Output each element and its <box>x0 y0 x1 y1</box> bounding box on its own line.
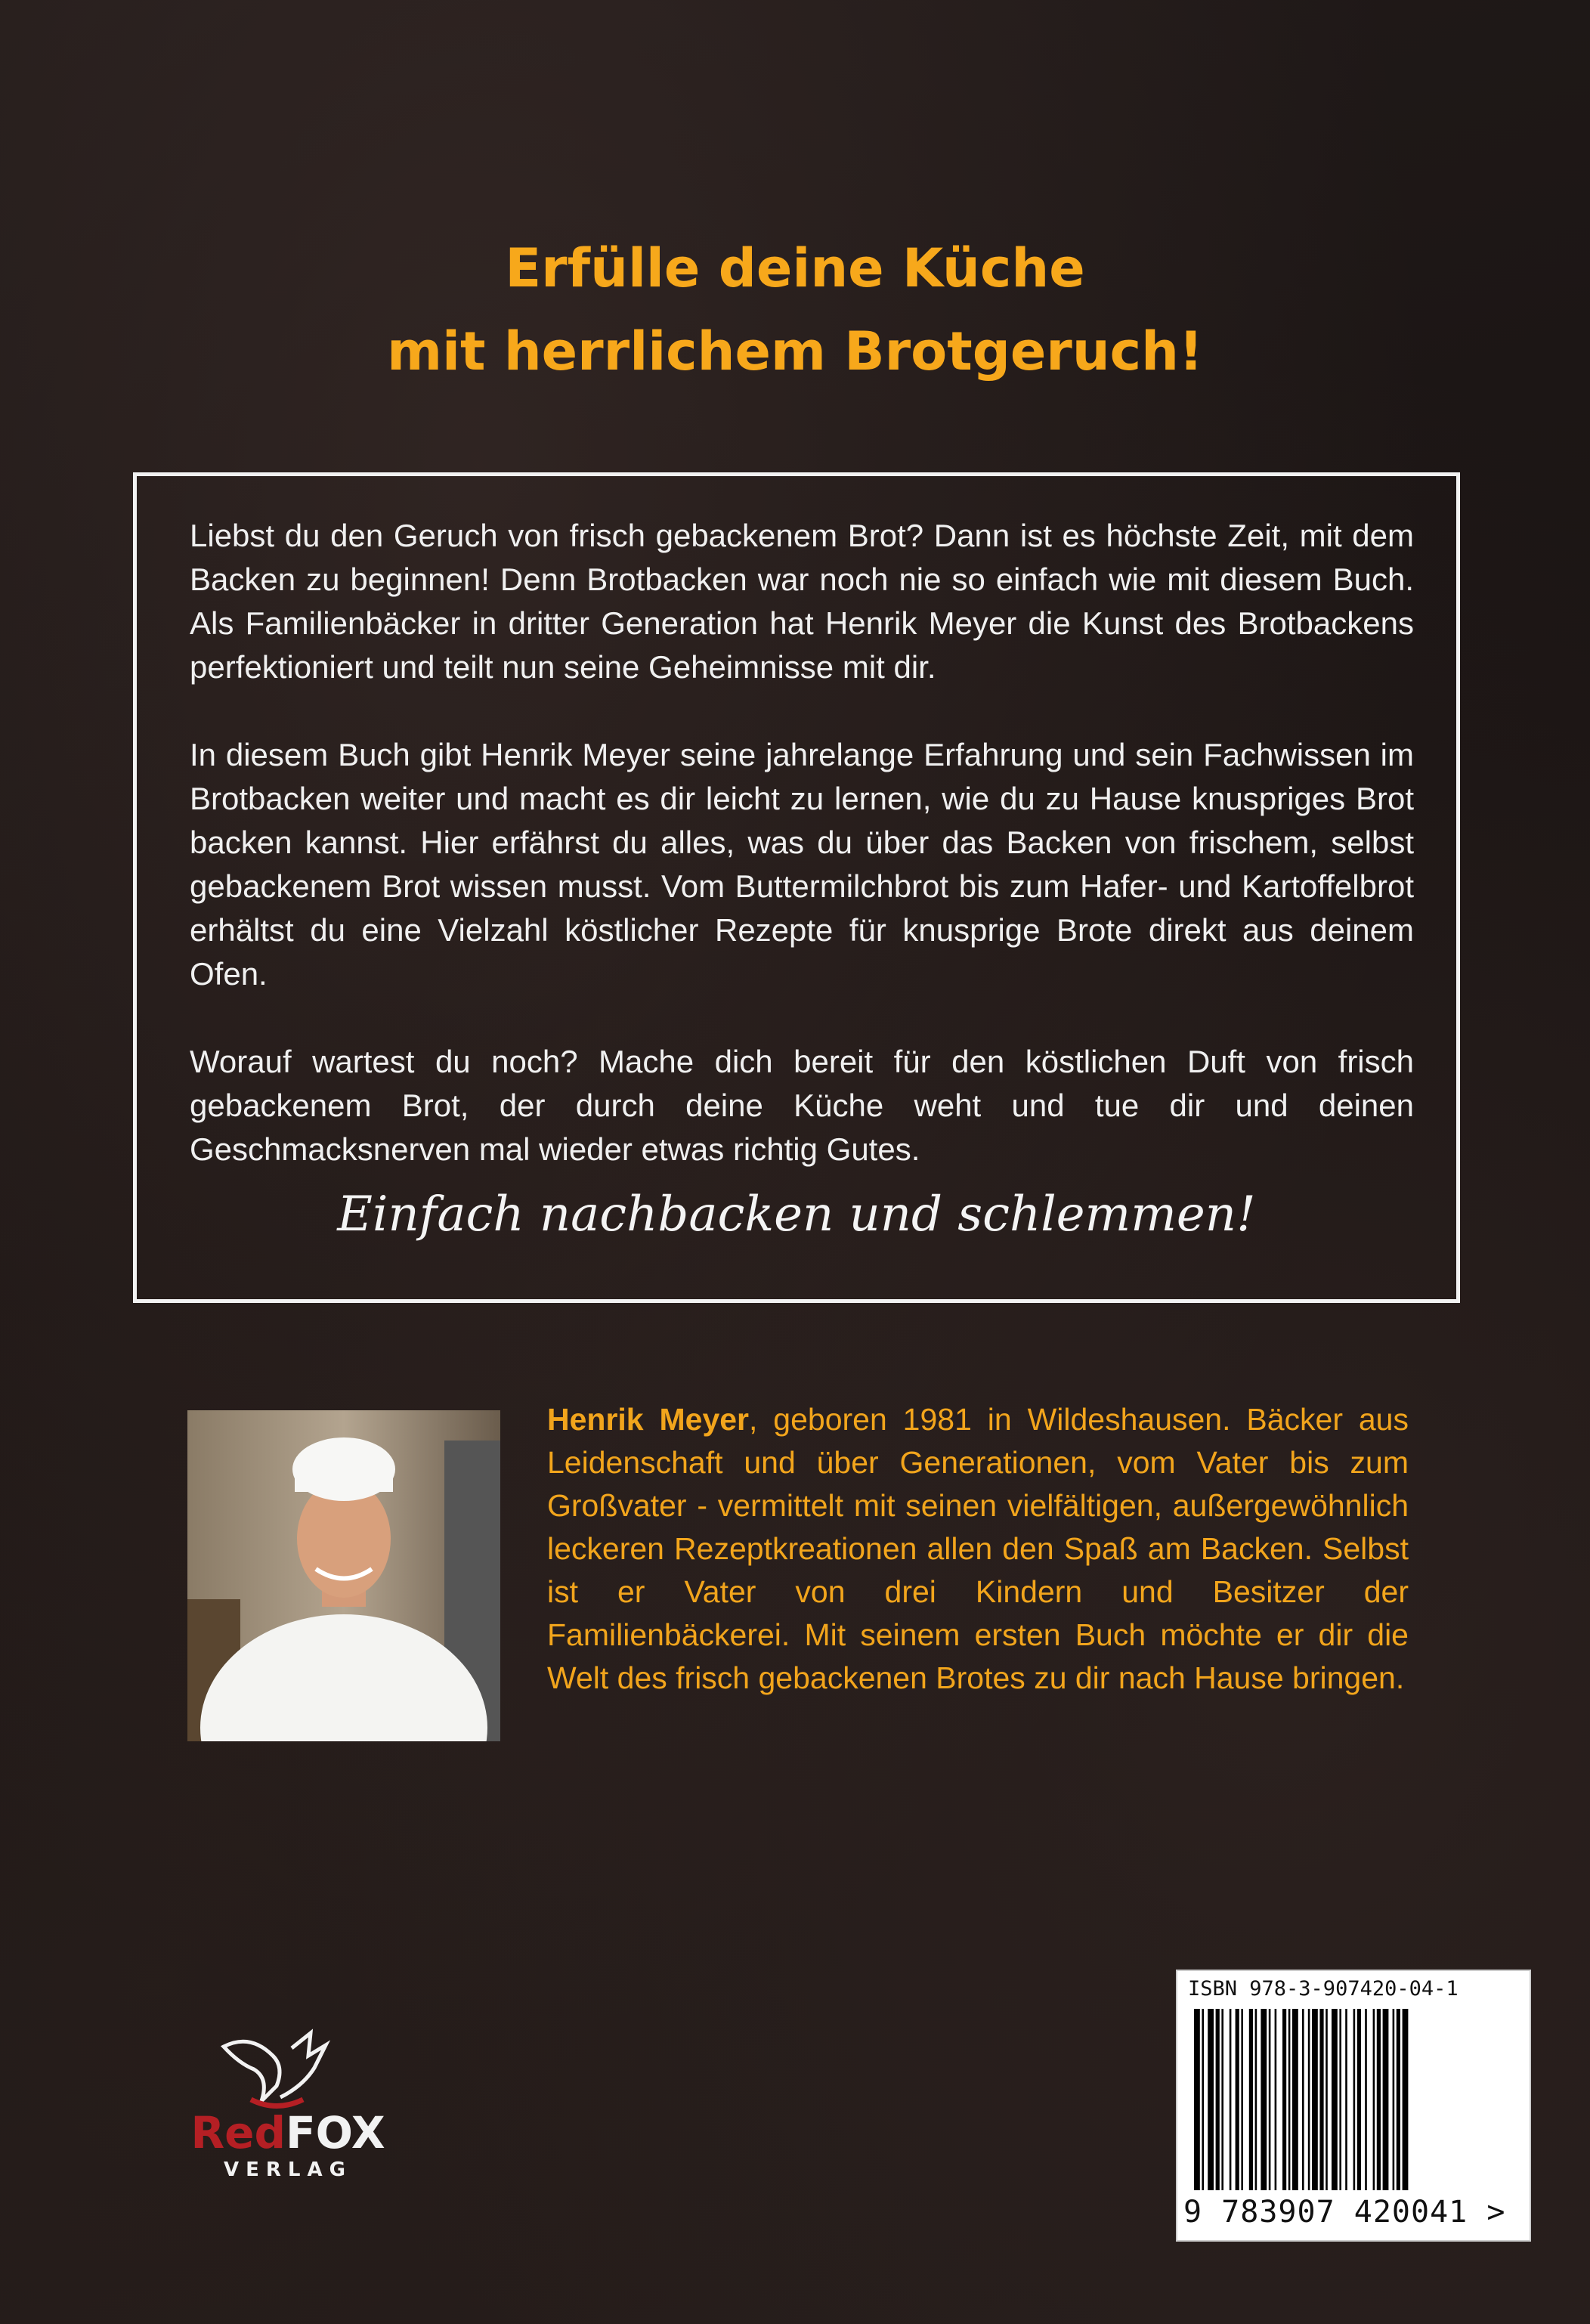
barcode-bar <box>1393 2009 1395 2190</box>
barcode-bar <box>1403 2009 1409 2190</box>
tagline: Einfach nachbacken und schlemmen! <box>337 1187 1256 1242</box>
barcode-bar <box>1365 2009 1367 2190</box>
isbn-label: ISBN 978-3-907420-04-1 <box>1188 1977 1459 2001</box>
author-bio-text: , geboren 1981 in Wildeshausen. Bäcker aus Leidenschaft und über Generationen, vom Vater bis zum Großvater - vermittelt mit seinen vielfältigen, außergewöhnlich leckeren Rezeptkreationen allen den Spaß am Backen. Selbst ist er Vater von drei Kindern und Besitzer der Familienbäckerei. Mit seinem ersten Buch möchte er dir die Welt des frisch gebackenen Brotes zu dir nach Hause bringen. <box>547 1402 1409 1695</box>
publisher-logo <box>178 2025 398 2192</box>
barcode-bar <box>1241 2009 1243 2190</box>
headline <box>0 227 1590 393</box>
barcode-bar <box>1269 2009 1271 2190</box>
isbn-barcode <box>1176 1970 1531 2242</box>
blurb-paragraph-2: In diesem Buch gibt Henrik Meyer seine jahrelange Erfahrung und sein Fachwissen im Brotbacken weiter und macht es dir leicht zu lernen, wie du zu Hause knuspriges Brot backen kannst. Hier erfährst du alles, was du über das Backen von frischem, selbst gebackenem Brot wissen musst. Vom Buttermilchbrot bis zum Hafer- und Kartoffelbrot erhältst du eine Vielzahl köstlicher Rezepte für knusprige Brote direkt aus deinem Ofen. <box>190 737 1414 992</box>
fox-logo-icon <box>178 2025 398 2116</box>
barcode-bar <box>1312 2009 1318 2190</box>
blurb-text <box>190 514 1414 1215</box>
blurb-box <box>133 472 1460 1303</box>
barcode-bar <box>1249 2009 1253 2190</box>
barcode-bar <box>1221 2009 1223 2190</box>
barcode-bar <box>1236 2009 1239 2190</box>
barcode-bars-icon <box>1194 2009 1496 2190</box>
blurb-paragraph-3: Worauf wartest du noch? Mache dich bereit für den köstlichen Duft von frisch gebackenem Brot, der durch deine Küche weht und tue dir und deinen Geschmacksnerven mal wieder etwas richtig Gutes. <box>190 1044 1414 1167</box>
barcode-bar <box>1332 2009 1338 2190</box>
barcode-bar <box>1373 2009 1375 2190</box>
barcode-bar <box>1216 2009 1220 2190</box>
barcode-bar <box>1319 2009 1323 2190</box>
logo-subtitle: VERLAG <box>224 2158 352 2181</box>
headline-line-2: mit herrlichem Brotgeruch! <box>387 320 1203 382</box>
author-bio <box>547 1398 1409 1700</box>
barcode-bar <box>1261 2009 1267 2190</box>
author-photo <box>187 1410 500 1741</box>
barcode-bar <box>1255 2009 1257 2190</box>
barcode-bar <box>1308 2009 1310 2190</box>
barcode-bar <box>1202 2009 1204 2190</box>
headline-line-1: Erfülle deine Küche <box>505 237 1085 299</box>
logo-red-part: Red <box>190 2107 286 2158</box>
barcode-bar <box>1377 2009 1381 2190</box>
barcode-bar <box>1288 2009 1291 2190</box>
barcode-bar <box>1339 2009 1341 2190</box>
logo-white-part: FOX <box>285 2107 385 2158</box>
barcode-bar <box>1353 2009 1356 2190</box>
blurb-paragraph-1: Liebst du den Geruch von frisch gebackenem Brot? Dann ist es höchste Zeit, mit dem Backen zu beginnen! Denn Brotbacken war noch nie so einfach wie mit diesem Buch. Als Familienbäcker in dritter Generation hat Henrik Meyer die Kunst des Brotbackens perfektioniert und teilt nun seine Geheimnisse mit dir. <box>190 518 1414 685</box>
barcode-bar <box>1397 2009 1400 2190</box>
barcode-bar <box>1230 2009 1232 2190</box>
barcode-bar <box>1208 2009 1214 2190</box>
barcode-bar <box>1357 2009 1361 2190</box>
barcode-bar <box>1282 2009 1286 2190</box>
chef-portrait-icon <box>187 1410 500 1741</box>
barcode-bar <box>1292 2009 1298 2190</box>
barcode-bar <box>1383 2009 1389 2190</box>
barcode-bar <box>1194 2009 1200 2190</box>
logo-wordmark <box>178 2107 398 2158</box>
isbn-digits: 9 783907 420041 > <box>1183 2195 1506 2230</box>
barcode-bar <box>1326 2009 1328 2190</box>
barcode-bar <box>1302 2009 1304 2190</box>
barcode-bar <box>1275 2009 1277 2190</box>
barcode-bar <box>1345 2009 1347 2190</box>
author-name: Henrik Meyer <box>547 1402 750 1437</box>
